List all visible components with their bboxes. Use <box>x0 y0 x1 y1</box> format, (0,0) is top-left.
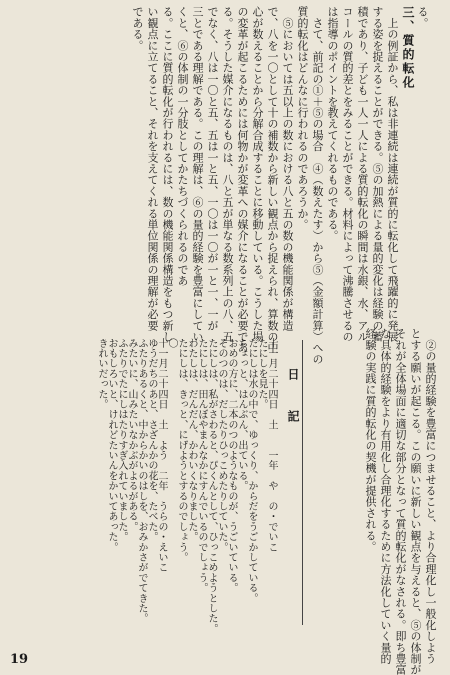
diary-line-4: ちょっと、はんぶん、出ている。 <box>236 338 247 491</box>
diary-line-7: たにしは、私がさわると、ぴくんとして、ひっこめようとした。 <box>206 338 217 634</box>
diary-line-14: ふたりあるくと、中からかいのはしを、おみかさがでてきた。 <box>136 338 147 624</box>
line-9: さて、前記の①＋⑤の場合 ④（数えたす）から⑤（金額計算）への <box>311 6 324 365</box>
diary-separator: 〇 <box>166 338 177 349</box>
line-5: する姿を捉えることができる。⑤の加熱による量的変化は経験の蓄 <box>371 6 384 342</box>
line-10: 質的転化はどんなに行われるのであろうか。 <box>296 6 309 230</box>
diary-heading: 日 記 <box>286 368 300 424</box>
diary-line-8: たにしは、田んぼやまんなかにすんでいるのでしょう。 <box>196 338 207 593</box>
line-18: くと、⑥の体制の一分肢としてかたちづくられるのであ <box>176 6 189 286</box>
page-number: 19 <box>10 652 29 667</box>
diary-line-1: 十一月二十四日 土 一年 や の・でいこ <box>266 338 277 553</box>
diary-divider <box>302 340 303 625</box>
line-20: い観点に立てること、それを支えてくれる単位関係の理解が必要 <box>146 6 159 331</box>
line-14: の変革が起こるためには何物かが変革への媒介になることが必要であ <box>236 6 249 354</box>
diary-line-6: そのつのは、だしたりひっこめたりしていた。 <box>216 338 227 553</box>
line-21: である。 <box>131 6 144 51</box>
diary-line-10: たにしは、きっと、にげようとするのでしょう。 <box>176 338 187 563</box>
line-12: で、八を一〇として十の補数から新しい観点から捉えられ、算数の中 <box>266 6 279 354</box>
closing-line-2: とする願いが起こる。この願いに新しい観点を与えると、⑤の体制が <box>409 328 422 675</box>
essay-text <box>2 6 430 365</box>
line-19: る。ここに質的転化が行われるには、数の機能関係構造をもつ新し <box>161 6 174 342</box>
diary-line-9: わたしは、だんだん、かわいくなりました。 <box>186 338 197 542</box>
diary-line-15: みたいに、山みたいなかぶがよるがある。 <box>126 338 137 532</box>
diary-line-3: たにしは水の中で、ゆっくり、からだをうごかしている。 <box>246 338 257 604</box>
line-8: は指導のポイントを教えてくれるものである。 <box>326 6 339 242</box>
line-6: 積であり、子ども一人一人による質的転化の瞬間は水銀、水、アル <box>356 6 369 342</box>
diary-entries <box>96 338 277 638</box>
line-16: でなく、八は一〇と五、五は一と五、一〇は一〇が一と一、一が <box>206 6 219 331</box>
line-7: コールの質的差とをみることができる。材料によって沸騰させるの <box>341 6 354 342</box>
diary-line-5: おめの方に、二本のつのようなものが、うごいている。 <box>226 338 237 593</box>
closing-line-1: ②の量的経験を豊富につませること、より合理化し一般化しよう <box>424 328 437 664</box>
line-15: る。そうした媒介になるものは、八と五が単なる数系列上の八、五 <box>221 6 234 342</box>
diary-line-13: ゆうだちのあと、さざんかの花を、たべた。 <box>146 338 157 542</box>
closing-line-4: な具体的経験をより有用化し合理化するために方法化していく量的 <box>379 328 392 664</box>
line-4: 上の例証から、私は非連続は連続が質的に転化して飛躍的に発展 <box>386 6 399 342</box>
diary-line-17: おもしろいと、けれどたいんをかいてあった。 <box>106 338 117 553</box>
section-heading: 三、質的転化 <box>401 6 415 90</box>
line-13: 心が数えることから分解合成することに移動している。こうした場 <box>251 6 264 342</box>
closing-paragraph <box>328 328 438 675</box>
line-11: ⑤においては五以上の数における八と五の数の機能関係が構造 <box>281 6 294 331</box>
closing-line-3: それが全体場面に適切な部分となって質的転化がなされる。即ち豊富 <box>394 328 407 675</box>
diary-line-16: ふたりでたにしはたりすぎ入れていました。 <box>116 338 127 542</box>
line-17: 三とである理解である。この理解は、⑥の量的経験を豊富にしてい <box>191 6 204 342</box>
diary-line-18: きれいだった。 <box>96 338 107 410</box>
line-1: る。 <box>416 6 429 29</box>
diary-line-2: たにしを見た。 <box>256 338 267 410</box>
closing-line-5: 経験の実践に質的転化の契機が提供される。 <box>364 328 377 552</box>
diary-line-12: 十一月二十四日 土 よう 二年 うらの・えいこ <box>156 338 167 573</box>
